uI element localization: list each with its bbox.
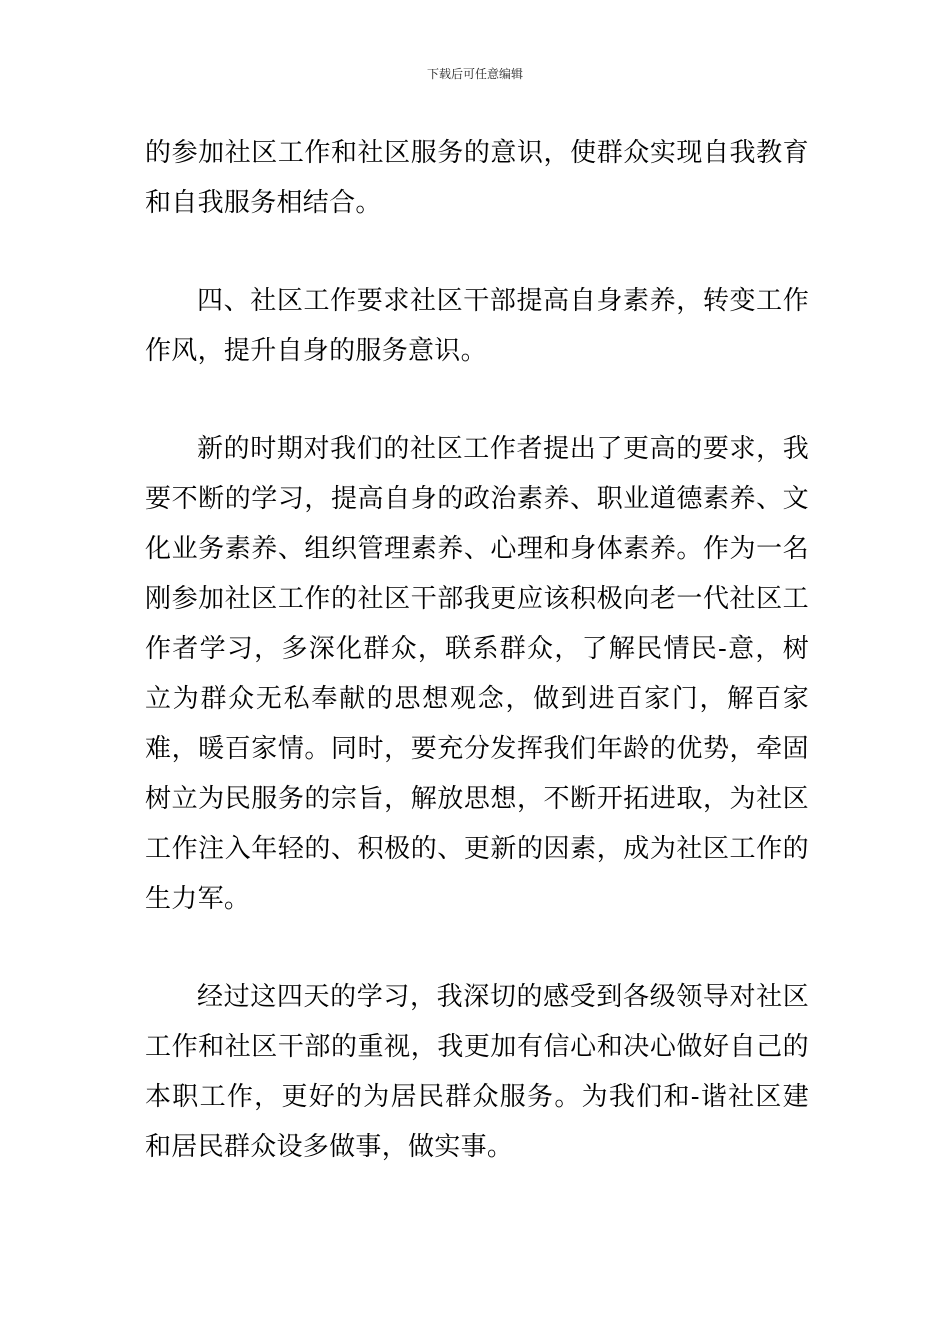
- document-body: [145, 128, 809, 1220]
- paragraph-1: 的参加社区工作和社区服务的意识，使群众实现自我教育和自我服务相结合。: [145, 138, 809, 218]
- page-header: 下载后可任意编辑: [426, 67, 523, 81]
- paragraph-3: 新的时期对我们的社区工作者提出了更高的要求，我要不断的学习，提高自身的政治素养、职业道德素养、文化业务素养、组织管理素养、心理和身体素养。作为一名刚参加社区工作的社区干部我更应该积极向老一代社区工作者学习，多深化群众，联系群众，了解民情民-意，树立为群众无私奉献的思想观念，做到进百家门，解百家难，暖百家情。同时，要充分发挥我们年龄的优势，牵固树立为民服务的宗旨，解放思想，不断开拓进取，为社区工作注入年轻的、积极的、更新的因素，成为社区工作的生力军。: [145, 434, 809, 914]
- paragraph-4: 经过这四天的学习，我深切的感受到各级领导对社区工作和社区干部的重视，我更加有信心和决心做好自己的本职工作，更好的为居民群众服务。为我们和-谐社区建和居民群众设多做事，做实事。: [145, 982, 809, 1162]
- paragraph-2: 四、社区工作要求社区干部提高自身素养，转变工作作风，提升自身的服务意识。: [145, 286, 809, 366]
